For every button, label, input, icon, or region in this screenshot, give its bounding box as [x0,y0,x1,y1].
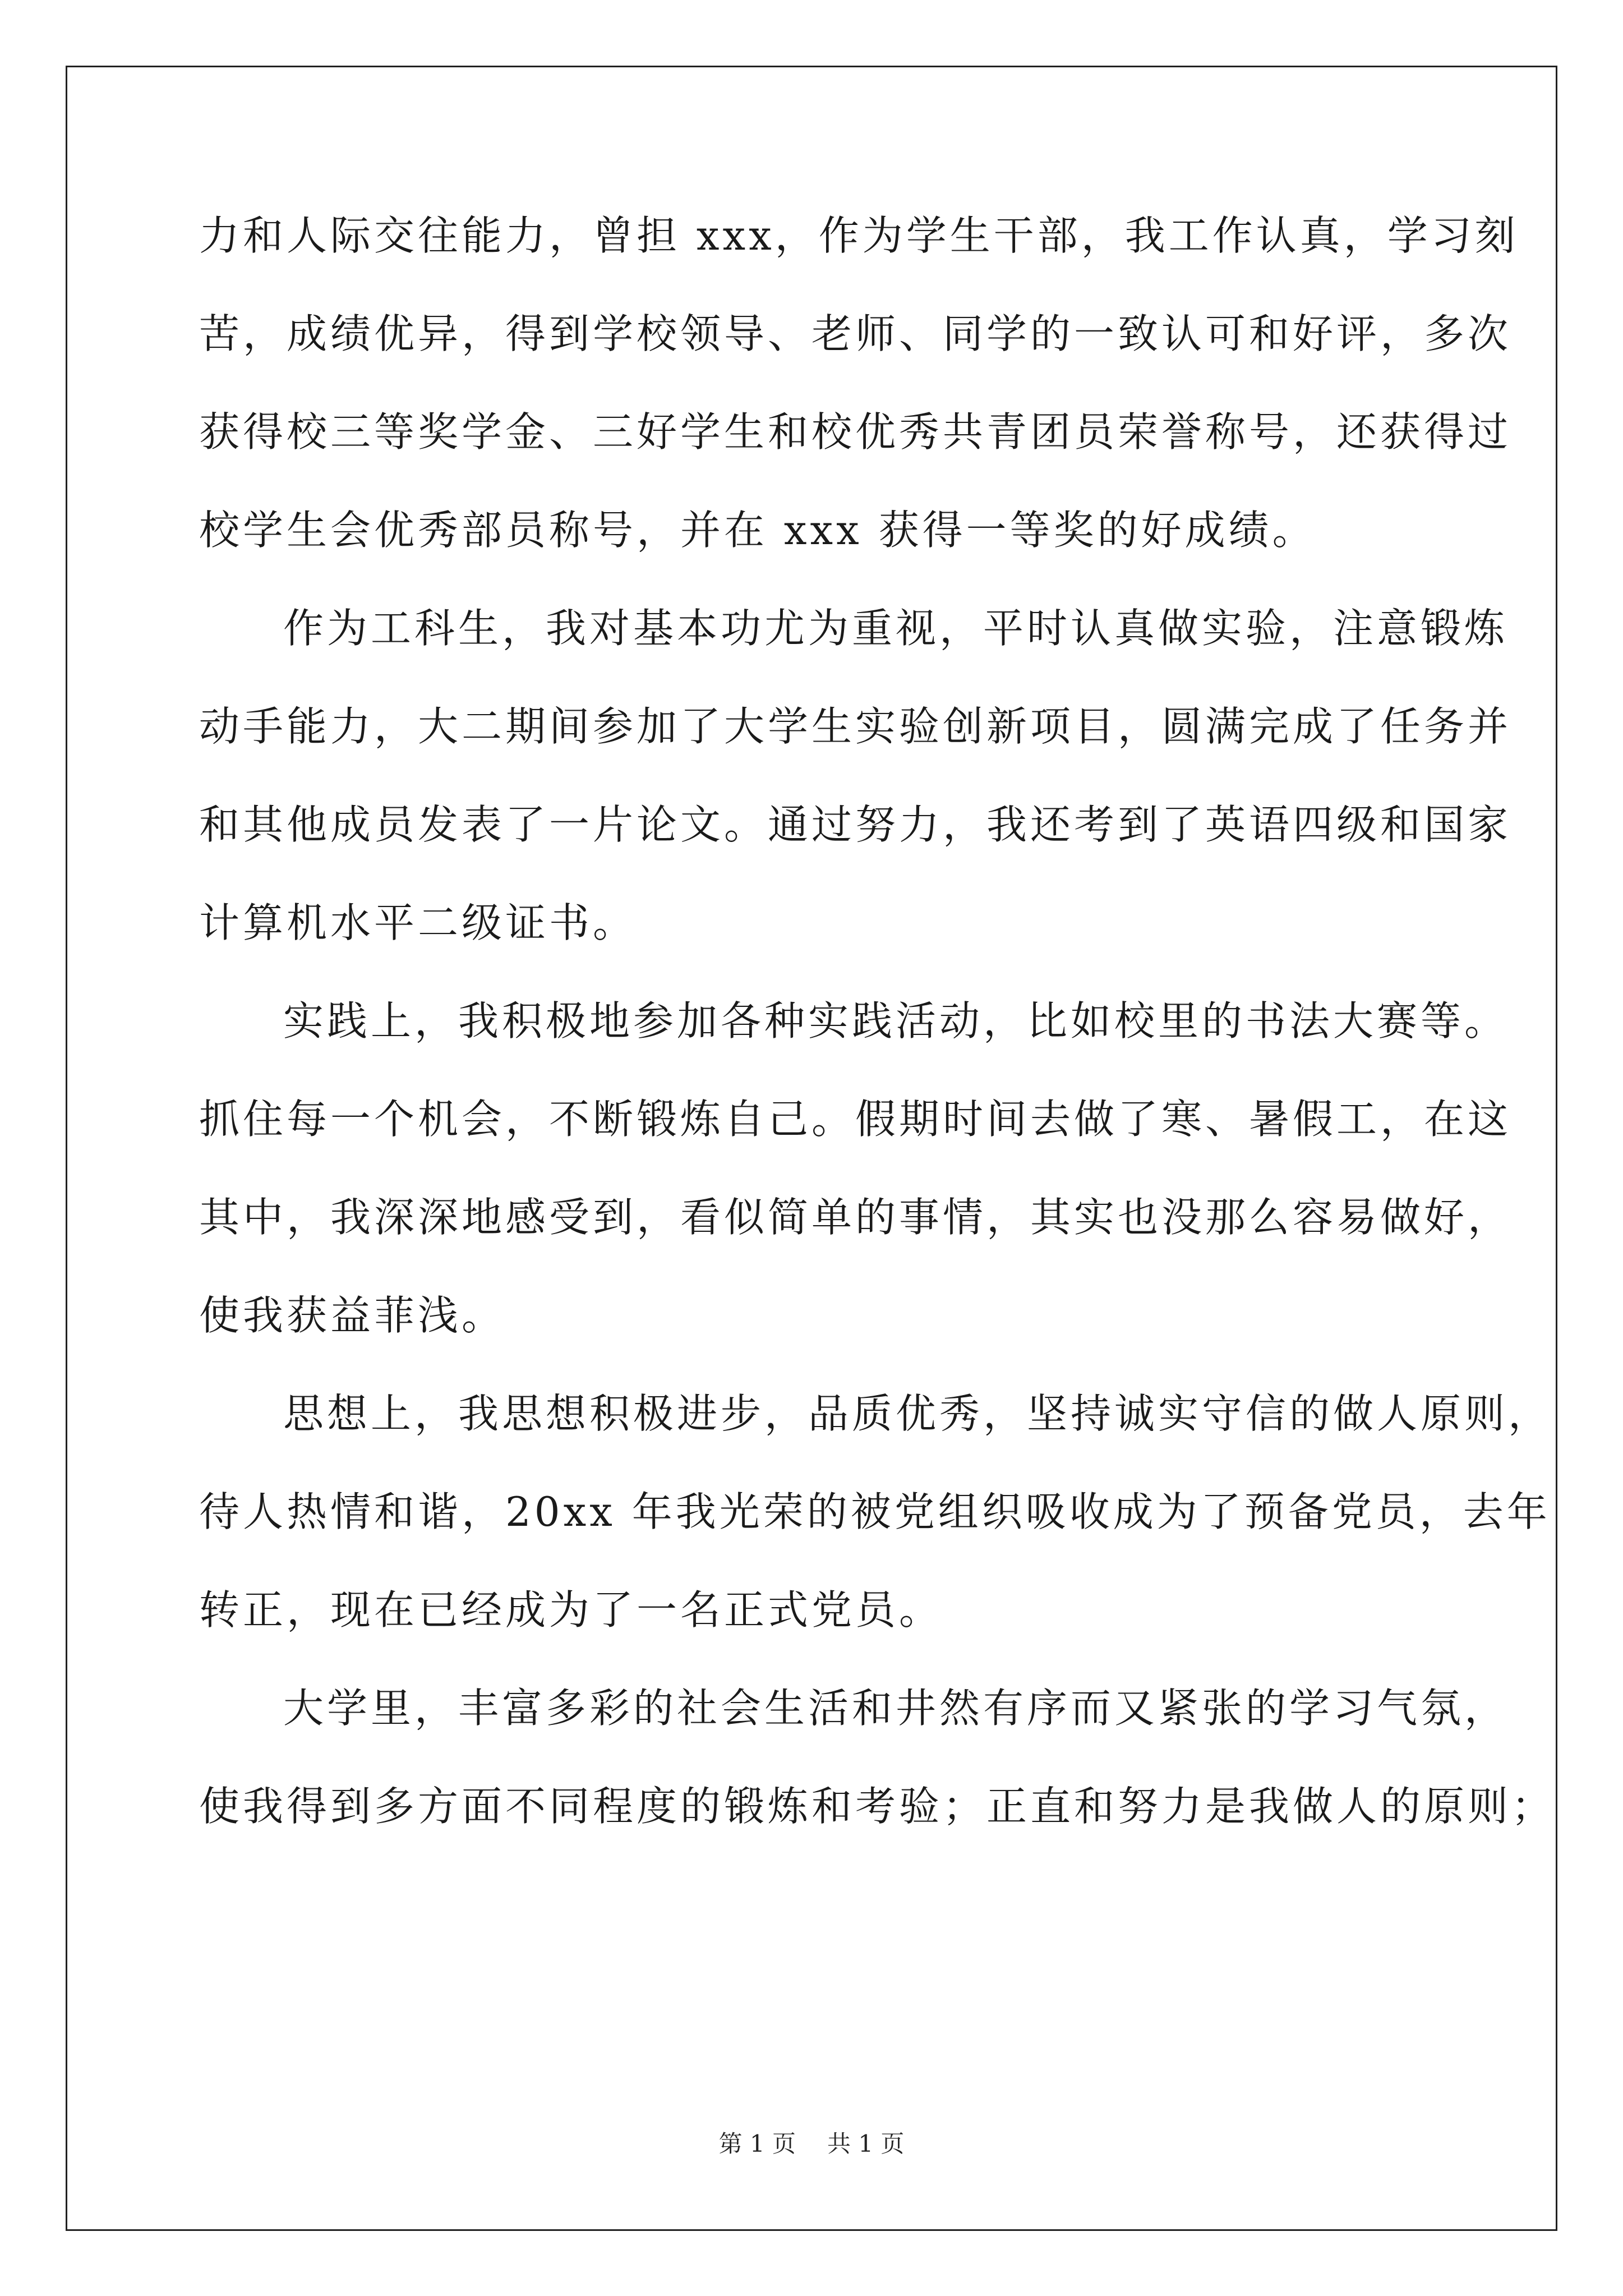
text-line: 使我得到多方面不同程度的锻炼和考验；正直和努力是我做人的原则； [199,1783,1556,1830]
text-line: 大学里，丰富多彩的社会生活和井然有序而又紧张的学习气氛， [283,1685,1509,1732]
text-line: 使我获益菲浅。 [199,1292,506,1339]
text-line: 计算机水平二级证书。 [199,899,637,946]
text-line: 待人热情和谐，20xx 年我光荣的被党组织吸收成为了预备党员，去年 [199,1488,1551,1535]
text-line: 苦，成绩优异，得到学校领导、老师、同学的一致认可和好评，多次 [199,310,1512,357]
text-line: 和其他成员发表了一片论文。通过努力，我还考到了英语四级和国家 [199,801,1512,848]
document-body [199,208,1556,1876]
text-line: 其中，我深深地感受到，看似简单的事情，其实也没那么容易做好， [199,1194,1512,1241]
page-total: 共 1 页 [827,2130,905,2157]
page-number: 第 1 页 [718,2130,796,2157]
text-line: 抓住每一个机会，不断锻炼自己。假期时间去做了寒、暑假工，在这 [199,1096,1512,1143]
text-line: 实践上，我积极地参加各种实践活动，比如校里的书法大赛等。 [283,997,1509,1045]
text-line: 转正，现在已经成为了一名正式党员。 [199,1586,943,1634]
text-line: 获得校三等奖学金、三好学生和校优秀共青团员荣誉称号，还获得过 [199,408,1512,455]
text-line: 力和人际交往能力，曾担 xxx，作为学生干部，我工作认真，学习刻 [199,212,1519,259]
text-line: 思想上，我思想积极进步，品质优秀，坚持诚实守信的做人原则， [283,1390,1552,1437]
text-line: 校学生会优秀部员称号，并在 xxx 获得一等奖的好成绩。 [199,507,1316,554]
page-footer [0,2127,1623,2161]
text-line: 动手能力，大二期间参加了大学生实验创新项目，圆满完成了任务并 [199,703,1512,750]
text-line: 作为工科生，我对基本功尤为重视，平时认真做实验，注意锻炼 [283,605,1509,652]
